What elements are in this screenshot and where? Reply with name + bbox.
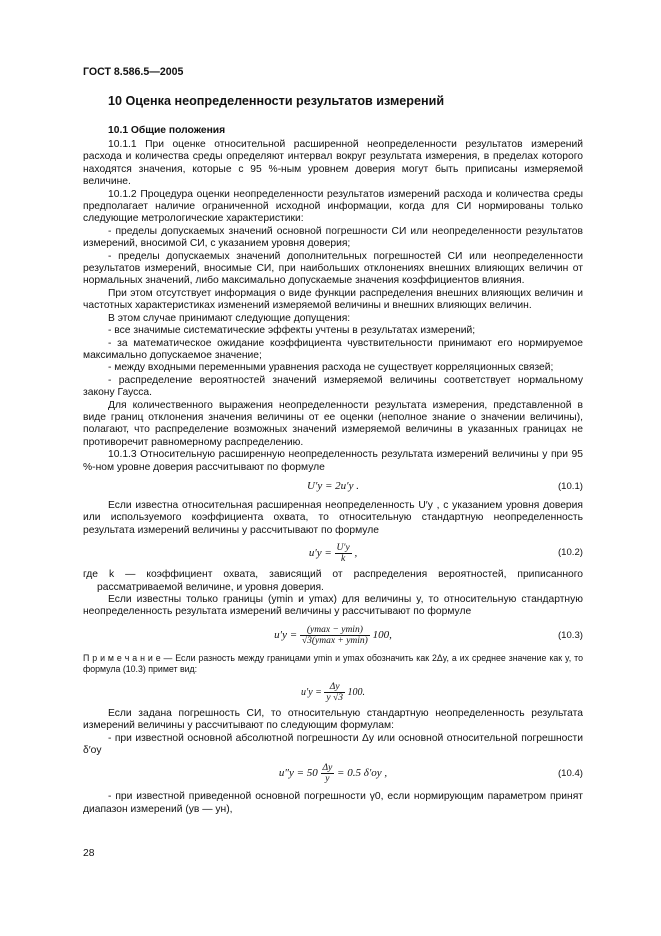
list-item: - между входными переменными уравнения расхода не существует корреляционных связей; bbox=[108, 362, 554, 374]
list-item: - все значимые систематические эффекты учтены в результатах измерений; bbox=[108, 325, 476, 337]
subsection-title: 10.1 Общие положения bbox=[108, 125, 226, 136]
paragraph: Для количественного выражения неопределенности результата измерения, представленной в виде границ отклонения значения величины от ее оценки (неполное знание о значении величины), полагают, что распределение возможных значений измеряемой величины в указанных границах не противоречит равномерному распределению. bbox=[83, 399, 583, 448]
formula-tail: 100, bbox=[372, 628, 392, 641]
list-item: - при известной приведенной основной погрешности γ0, если нормирующим параметром принят диапазон измерений (yв — yн), bbox=[83, 791, 583, 815]
fraction-denominator: √3(ymax + ymin) bbox=[301, 635, 368, 646]
formula-10-2 bbox=[83, 540, 583, 566]
formula-expression bbox=[83, 543, 583, 564]
fraction-numerator: Δy bbox=[322, 763, 333, 774]
paragraph: 10.1.2 Процедура оценки неопределенности результатов измерений расхода и количества среды предполагает наличие ограниченной исходной информации, когда для СИ нормированы только следующие метрологические характеристики: bbox=[83, 188, 583, 225]
body-text bbox=[83, 139, 583, 816]
paragraph: где k — коэффициент охвата, зависящий от распределения вероятностей, приписанного рассматриваемой величине, и уровня доверия. bbox=[83, 569, 583, 593]
list-item: - пределы допускаемых значений дополнительных погрешностей СИ или неопределенности результатов измерений, вносимые СИ, при наибольших отклонениях внешних влияющих величин от нормальных значений, либо максимально допускаемые значения коэффициентов влияния. bbox=[83, 250, 583, 287]
section-title: 10 Оценка неопределенности результатов измерений bbox=[108, 94, 445, 108]
paragraph: 10.1.1 При оценке относительной расширенной неопределенности результатов измерений расхода и количества среды определяют интервал вокруг результата измерения, в пределах которого находятся значения, которые с 95 %-ным уровнем доверия могут быть приписаны измеряемой величине. bbox=[83, 139, 583, 188]
formula-tail: , bbox=[354, 547, 358, 560]
formula-tail: = 0.5 δ′oy , bbox=[337, 767, 388, 780]
formula-expression: U′y = 2u′y . bbox=[307, 479, 359, 492]
fraction-denominator: y bbox=[325, 774, 330, 785]
fraction bbox=[335, 543, 352, 564]
formula-expression bbox=[83, 682, 583, 703]
formula-expression bbox=[83, 625, 583, 646]
paragraph: Если известна относительная расширенная неопределенность U′y , с указанием уровня доверия или используемого коэффициента охвата, то относительную стандартную неопределенность результата измерений величины y рассчитывают по формуле bbox=[83, 499, 583, 536]
fraction-numerator: (ymax − ymin) bbox=[300, 625, 370, 636]
list-item: - за математическое ожидание коэффициента чувствительности принимают его нормируемое максимально допускаемое значение; bbox=[83, 337, 583, 361]
formula-lhs: u′y = bbox=[308, 547, 332, 560]
page-number: 28 bbox=[83, 848, 95, 859]
formula-lhs: u′y = bbox=[274, 628, 298, 641]
fraction-numerator: Δy bbox=[324, 682, 345, 693]
formula-expression bbox=[83, 763, 583, 784]
document-header: ГОСТ 8.586.5—2005 bbox=[83, 66, 184, 78]
fraction bbox=[300, 625, 370, 646]
paragraph: В этом случае принимают следующие допущения: bbox=[108, 312, 351, 324]
formula-number: (10.2) bbox=[557, 547, 583, 559]
formula-10-4 bbox=[83, 760, 583, 788]
formula-number: (10.3) bbox=[557, 629, 583, 641]
fraction-numerator: U′y bbox=[336, 543, 350, 554]
formula-10-3 bbox=[83, 622, 583, 650]
formula-tail: 100. bbox=[347, 686, 365, 698]
paragraph: Если известны только границы (ymin и ymax) для величины y, то относительную стандартную неопределенность результата измерений величины y рассчитывают по формуле bbox=[83, 594, 583, 618]
formula-number: (10.1) bbox=[557, 480, 583, 492]
note: П р и м е ч а н и е — Если разность между границами ymin и ymax обозначить как 2Δy, а их среднее значение как y, то формула (10.3) примет вид: bbox=[83, 652, 583, 675]
list-item: - пределы допускаемых значений основной погрешности СИ или неопределенности результатов измерений, вносимой СИ, с указанием уровня доверия; bbox=[83, 225, 583, 250]
formula-10-1 bbox=[83, 477, 583, 497]
formula-number: (10.4) bbox=[557, 768, 583, 780]
list-item: - распределение вероятностей значений измеряемой величины соответствует нормальному закону Гаусса. bbox=[83, 374, 583, 399]
paragraph: 10.1.3 Относительную расширенную неопределенность результата измерений величины y при 95 %-ном уровне доверия рассчитывают по формуле bbox=[83, 449, 583, 473]
formula-lhs: u′y = bbox=[301, 686, 322, 698]
fraction bbox=[324, 682, 345, 703]
fraction-denominator: y √3 bbox=[326, 692, 343, 703]
paragraph: При этом отсутствует информация о виде функции распределения внешних влияющих величин и частотных характеристиках изменений измеряемой величины и внешних влияющих величин. bbox=[83, 287, 583, 312]
paragraph: Если задана погрешность СИ, то относительную стандартную неопределенность результата измерений величины y рассчитывают по следующим формулам: bbox=[83, 707, 583, 732]
fraction-denominator: k bbox=[341, 554, 346, 565]
formula-10-3-note bbox=[83, 679, 583, 705]
list-item: - при известной основной абсолютной погрешности Δy или основной относительной погрешности δ′oy bbox=[83, 732, 583, 757]
fraction bbox=[321, 763, 335, 784]
formula-lhs: u″y = 50 bbox=[278, 767, 318, 780]
